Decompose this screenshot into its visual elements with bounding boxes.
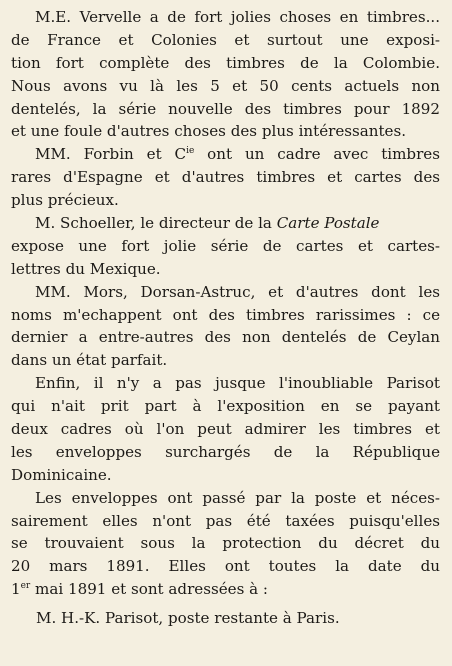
text-line bbox=[11, 143, 440, 166]
text-line: dans un état parfait. bbox=[11, 351, 168, 370]
text-line: lettres du Mexique. bbox=[11, 259, 161, 278]
text-fragment: mai 1891 et sont adressées à : bbox=[30, 580, 268, 599]
text-line: dernier a entre-autres des non dentelés de Ceylan bbox=[11, 328, 440, 347]
superscript: er bbox=[20, 581, 31, 592]
text-line: 20 mars 1891. Elles ont toutes la date du bbox=[11, 557, 440, 576]
text-line: Dominicaine. bbox=[11, 465, 112, 484]
text-line: Nous avons vu là les 5 et 50 cents actuels non bbox=[11, 76, 440, 95]
text-line: M.E. Vervelle a de fort jolies choses en timbres... bbox=[35, 8, 440, 26]
text-line: deux cadres où l'on peut admirer les timbres et bbox=[11, 420, 440, 439]
text-line: expose une fort jolie série de cartes et cartes- bbox=[11, 236, 440, 255]
text-line: de France et Colonies et surtout une exposi- bbox=[11, 30, 440, 49]
text-line: qui n'ait prit part à l'exposition en se payant bbox=[11, 397, 440, 416]
paragraph-mors bbox=[11, 281, 440, 373]
text-fragment: MM. Forbin et C bbox=[35, 145, 187, 164]
text-fragment: M. Schoeller, le directeur de la bbox=[35, 214, 277, 233]
text-fragment: ont un cadre avec timbres bbox=[194, 145, 440, 164]
text-line: les enveloppes surchargés de la République bbox=[11, 442, 440, 461]
text-line bbox=[11, 212, 440, 235]
paragraph-schoeller bbox=[11, 212, 440, 281]
text-line: Les enveloppes ont passé par la poste et néces- bbox=[35, 488, 440, 507]
text-line: dentelés, la série nouvelle des timbres pour 1892 bbox=[11, 99, 440, 118]
text-line: rares d'Espagne et d'autres timbres et cartes des bbox=[11, 168, 440, 187]
paragraph-parisot bbox=[11, 372, 440, 486]
paragraph-forbin bbox=[11, 143, 440, 212]
text-line: noms m'echappent ont des timbres rarissimes : ce bbox=[11, 305, 440, 324]
publication-title: Carte Postale bbox=[276, 214, 380, 233]
text-line: Enfin, il n'y a pas jusque l'inoubliable Parisot bbox=[35, 374, 440, 393]
text-line: tion fort complète des timbres de la Colombie. bbox=[11, 53, 440, 72]
text-line: se trouvaient sous la protection du décret du bbox=[11, 534, 440, 553]
text-fragment: 1 bbox=[11, 580, 21, 599]
superscript: ie bbox=[186, 146, 195, 157]
text-line: et une foule d'autres choses des plus intéressantes. bbox=[11, 122, 407, 141]
text-line bbox=[11, 578, 440, 601]
text-line: plus précieux. bbox=[11, 191, 119, 210]
signature-address: M. H.-K. Parisot, poste restante à Paris. bbox=[36, 609, 340, 628]
text-line: sairement elles n'ont pas été taxées puisqu'elles bbox=[11, 511, 440, 530]
text-line: MM. Mors, Dorsan-Astruc, et d'autres dont les bbox=[35, 282, 440, 301]
paragraph-vervelle bbox=[11, 6, 440, 143]
paragraph-enveloppes bbox=[11, 487, 440, 601]
